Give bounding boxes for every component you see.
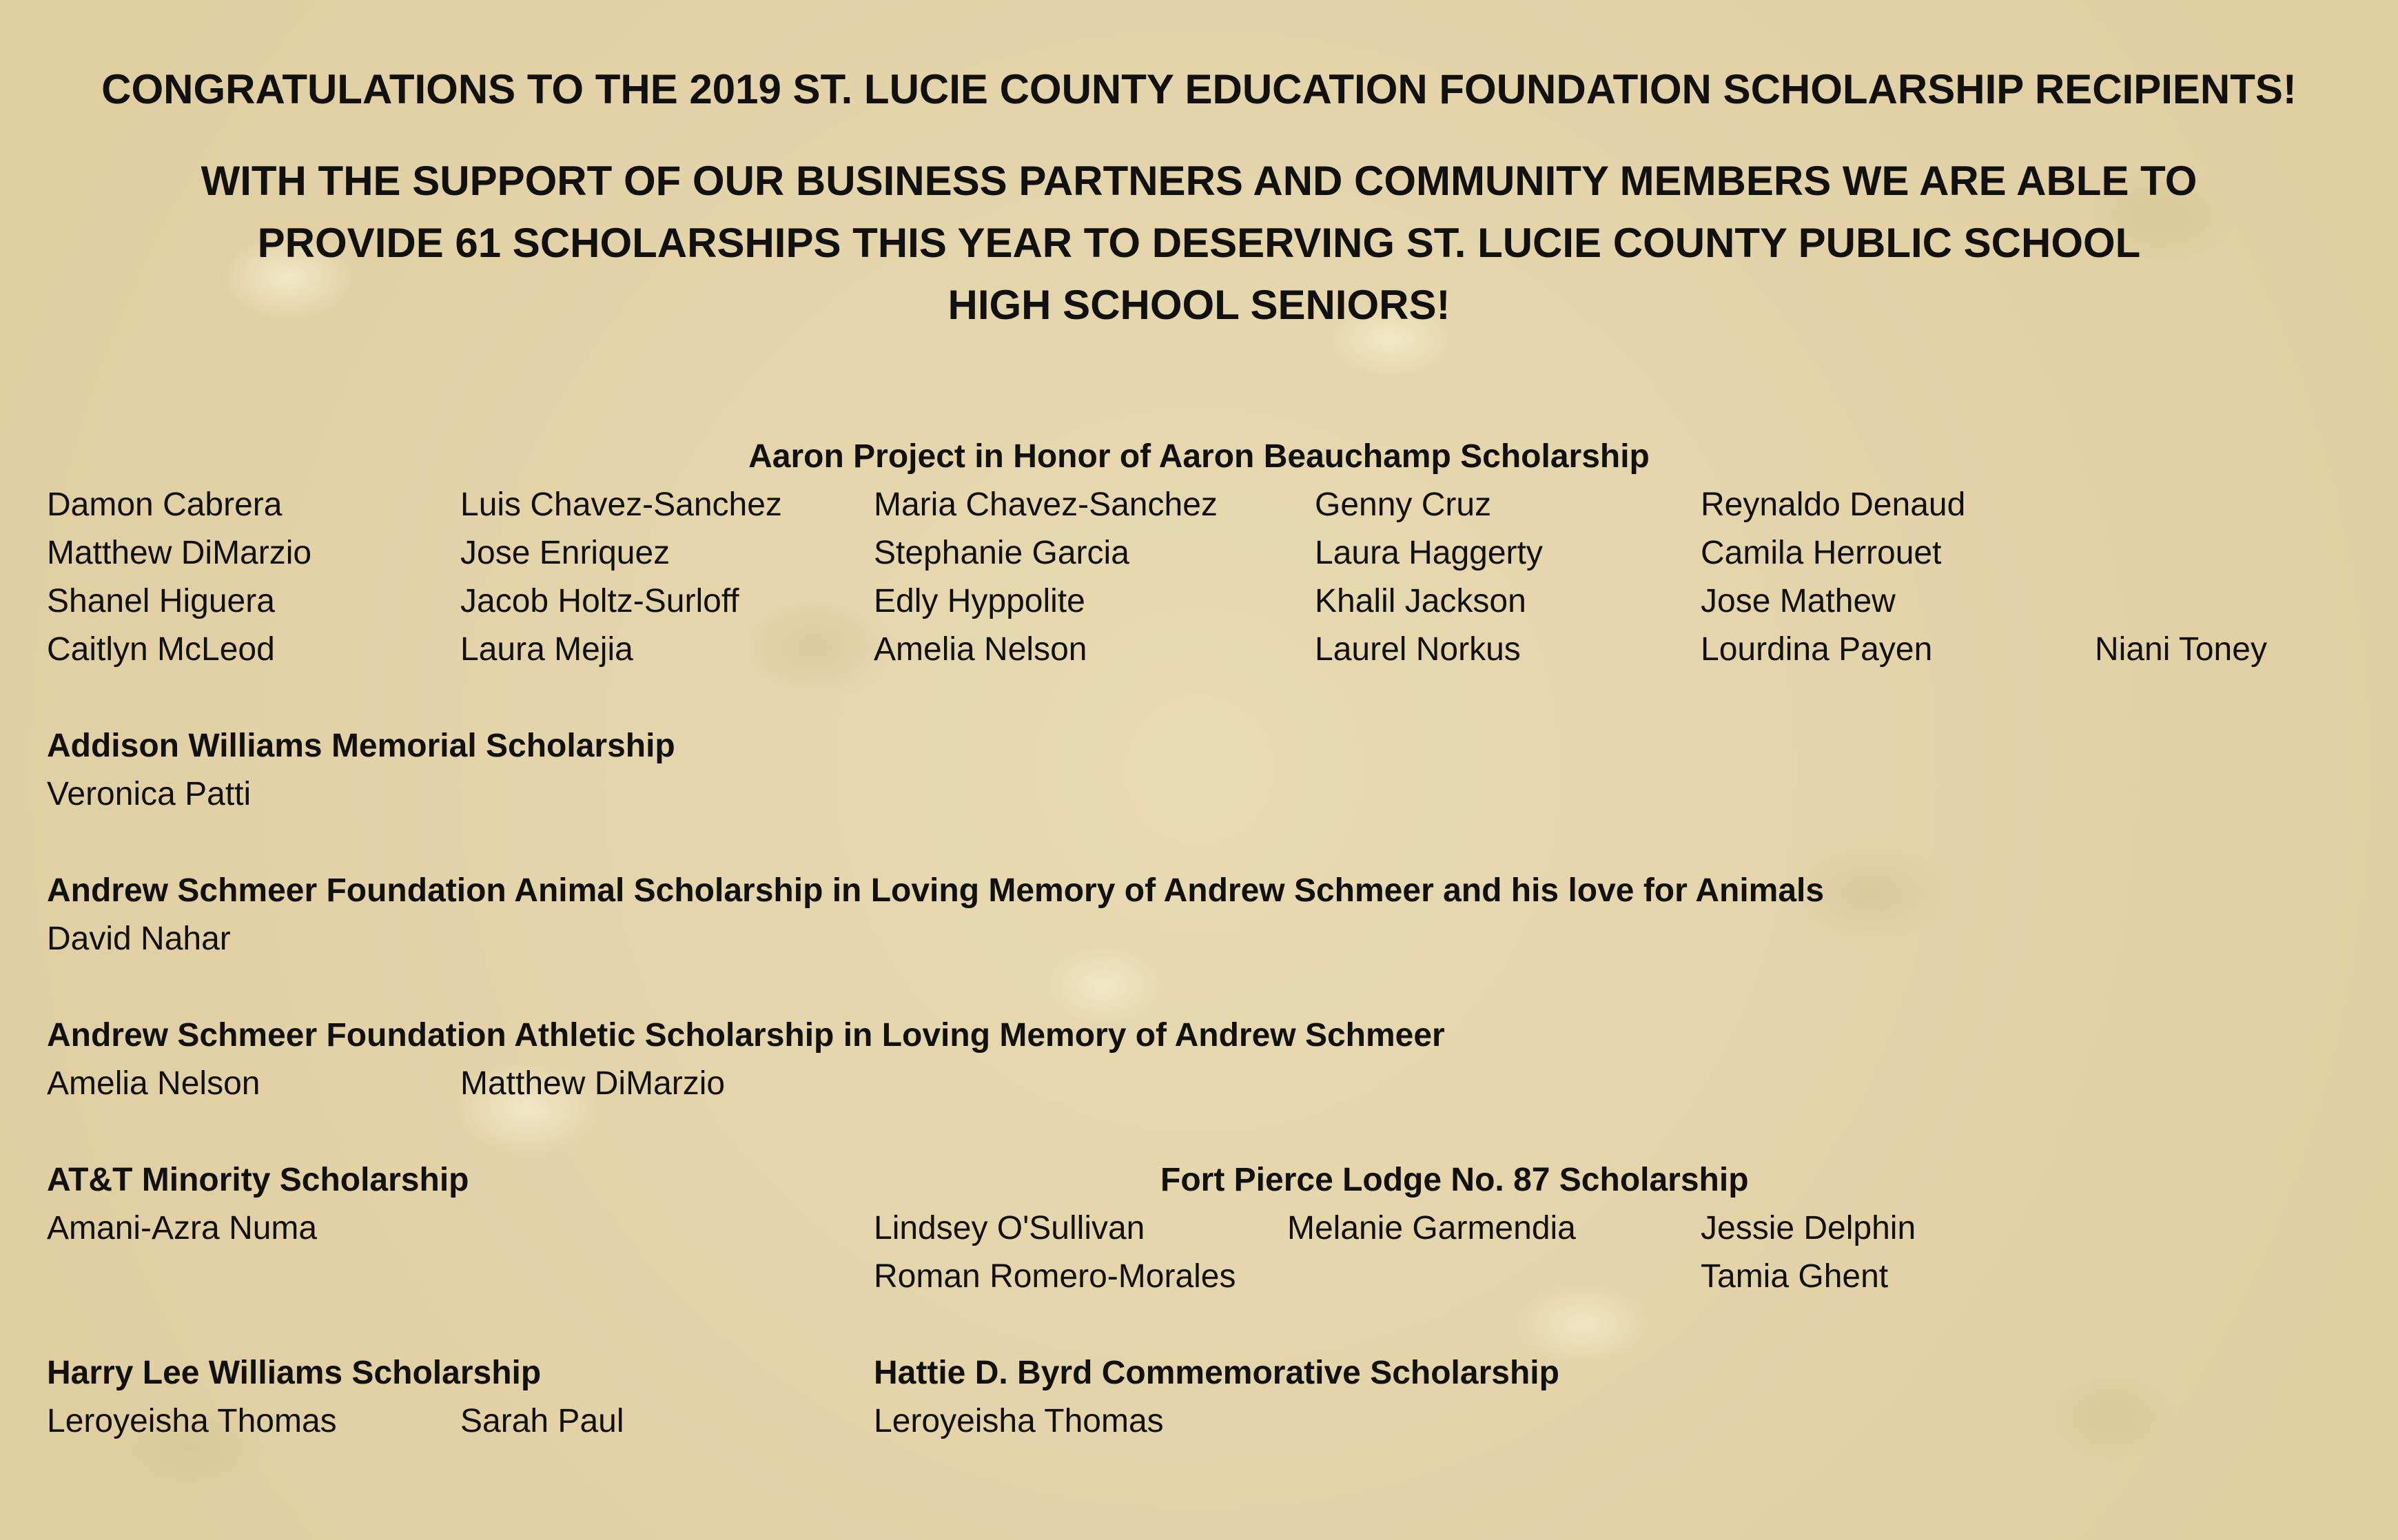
recipient-name: Amelia Nelson (47, 1065, 260, 1102)
recipient-name: Jessie Delphin (1701, 1210, 1916, 1246)
recipient-name: Sarah Paul (460, 1403, 624, 1439)
recipient-name: Edly Hyppolite (874, 583, 1085, 619)
recipient-name: Amani-Azra Numa (47, 1210, 318, 1246)
recipient-name: Veronica Patti (47, 776, 252, 812)
aaron-project-scholarship-title: Aaron Project in Honor of Aaron Beauchamp Scholarship (748, 438, 1650, 475)
headline-support-line-1: WITH THE SUPPORT OF OUR BUSINESS PARTNERS AND COMMUNITY MEMBERS WE ARE ABLE TO (201, 158, 2197, 204)
recipient-name: Lourdina Payen (1701, 631, 1933, 668)
recipient-name: Camila Herrouet (1701, 535, 1942, 571)
recipient-name: Reynaldo Denaud (1701, 486, 1966, 523)
addison-williams-scholarship-title: Addison Williams Memorial Scholarship (47, 728, 675, 764)
recipient-name: Laura Mejia (460, 631, 633, 668)
recipient-name: Matthew DiMarzio (47, 535, 312, 571)
hattie-byrd-scholarship-title: Hattie D. Byrd Commemorative Scholarship (874, 1355, 1559, 1391)
recipient-name: Melanie Garmendia (1287, 1210, 1576, 1246)
fort-pierce-lodge-scholarship-title: Fort Pierce Lodge No. 87 Scholarship (1160, 1162, 1749, 1198)
recipient-name: Jacob Holtz-Surloff (460, 583, 739, 619)
schmeer-animal-scholarship-title: Andrew Schmeer Foundation Animal Scholarship in Loving Memory of Andrew Schmeer and his love for Animals (47, 872, 1825, 909)
recipient-name: Luis Chavez-Sanchez (460, 486, 782, 523)
schmeer-athletic-scholarship-title: Andrew Schmeer Foundation Athletic Scholarship in Loving Memory of Andrew Schmeer (47, 1017, 1445, 1054)
recipient-name: Genny Cruz (1315, 486, 1492, 523)
recipient-name: Shanel Higuera (47, 583, 275, 619)
recipient-name: Roman Romero-Morales (874, 1258, 1236, 1295)
recipient-name: Tamia Ghent (1701, 1258, 1889, 1295)
recipient-name: David Nahar (47, 921, 231, 957)
recipient-name: Damon Cabrera (47, 486, 283, 523)
recipient-name: Matthew DiMarzio (460, 1065, 726, 1102)
recipient-name: Jose Mathew (1701, 583, 1896, 619)
recipient-name: Khalil Jackson (1315, 583, 1526, 619)
recipient-name: Caitlyn McLeod (47, 631, 275, 668)
att-minority-scholarship-title: AT&T Minority Scholarship (47, 1162, 469, 1198)
recipient-name: Maria Chavez-Sanchez (874, 486, 1218, 523)
harry-lee-williams-scholarship-title: Harry Lee Williams Scholarship (47, 1355, 542, 1391)
recipient-name: Laura Haggerty (1315, 535, 1543, 571)
recipient-name: Stephanie Garcia (874, 535, 1129, 571)
headline-congratulations: CONGRATULATIONS TO THE 2019 ST. LUCIE COUNTY EDUCATION FOUNDATION SCHOLARSHIP RECIPIENTS! (101, 66, 2297, 112)
recipient-name: Amelia Nelson (874, 631, 1087, 668)
recipient-name: Niani Toney (2095, 631, 2267, 668)
recipient-name: Laurel Norkus (1315, 631, 1521, 668)
recipient-name: Lindsey O'Sullivan (874, 1210, 1145, 1246)
recipient-name: Leroyeisha Thomas (47, 1403, 337, 1439)
headline-support-line-3: HIGH SCHOOL SENIORS! (947, 282, 1451, 328)
headline-support-line-2: PROVIDE 61 SCHOLARSHIPS THIS YEAR TO DESERVING ST. LUCIE COUNTY PUBLIC SCHOOL (257, 220, 2141, 266)
recipient-name: Jose Enriquez (460, 535, 670, 571)
recipient-name: Leroyeisha Thomas (874, 1403, 1164, 1439)
